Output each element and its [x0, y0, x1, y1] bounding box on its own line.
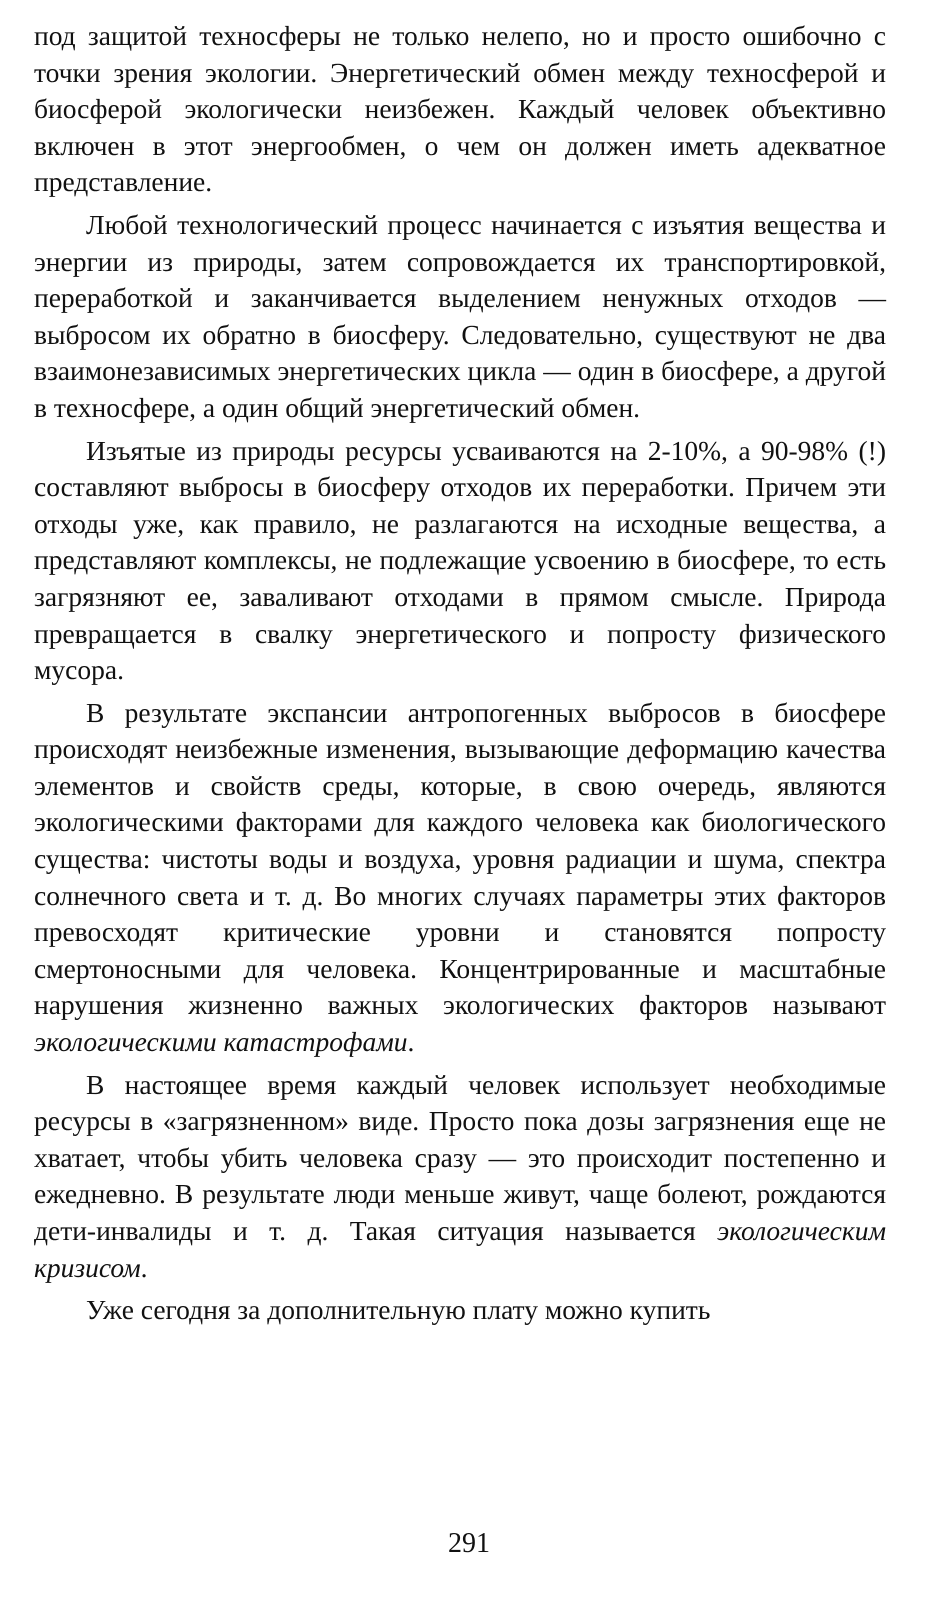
paragraph-4-emphasis: экологическими катастрофами [34, 1026, 408, 1058]
paragraph-5-end: . [140, 1251, 148, 1283]
page-body [34, 18, 886, 1335]
paragraph-5-emphasis: экологическим кризисом [34, 1215, 886, 1283]
paragraph-4-end: . [407, 1026, 415, 1058]
page-number: 291 [448, 1528, 490, 1559]
paragraph-4 [34, 695, 886, 1061]
paragraph-4-text: В результате экспансии антропогенных выбросов в биосфере происходят неизбежные изменения, вызывающие деформацию качества элементов и свойств среды, которые, в свою очередь, являются экологическими факторами для каждого человека как биологического существа: чистоты воды и воздуха, уровня радиации и шума, спектра солнечного света и т. д. Во многих случаях параметры этих факторов превосходят критические уровни и становятся попросту смертоносными для человека. Концентрированные и масштабные нарушения жизненно важных экологических факторов называют [34, 696, 886, 1021]
paragraph-6: Уже сегодня за дополнительную плату можно купить [86, 1294, 711, 1326]
paragraph-5 [34, 1067, 886, 1287]
paragraph-1: под защитой техносферы не только нелепо, но и просто ошибочно с точки зрения экологии. Энергетический обмен между техносферой и биосферой экологически неизбежен. Каждый человек объективно включен в этот энергообмен, о чем он должен иметь адекватное представление. [34, 20, 886, 198]
paragraph-5-text: В настоящее время каждый человек использует необходимые ресурсы в «загрязненном» виде. Просто пока дозы загрязнения еще не хватает, чтобы убить человека сразу — это происходит постепенно и ежедневно. В результате люди меньше живут, чаще болеют, рождаются дети-инвалиды и т. д. Такая ситуация называется [34, 1068, 886, 1246]
paragraph-3: Изъятые из природы ресурсы усваиваются на 2-10%, а 90-98% (!) составляют выбросы в биосферу отходов их переработки. Причем эти отходы уже, как правило, не разлагаются на исходные вещества, а представляют комплексы, не подлежащие усвоению в биосфере, то есть загрязняют ее, заваливают отходами в прямом смысле. Природа превращается в свалку энергетического и попросту физического мусора. [34, 434, 886, 686]
paragraph-2: Любой технологический процесс начинается с изъятия вещества и энергии из природы, затем сопровождается их транспортировкой, переработкой и заканчивается выделением ненужных отходов — выбросом их обратно в биосферу. Следовательно, существуют не два взаимонезависимых энергетических цикла — один в биосфере, а другой в техносфере, а один общий энергетический обмен. [34, 208, 886, 423]
